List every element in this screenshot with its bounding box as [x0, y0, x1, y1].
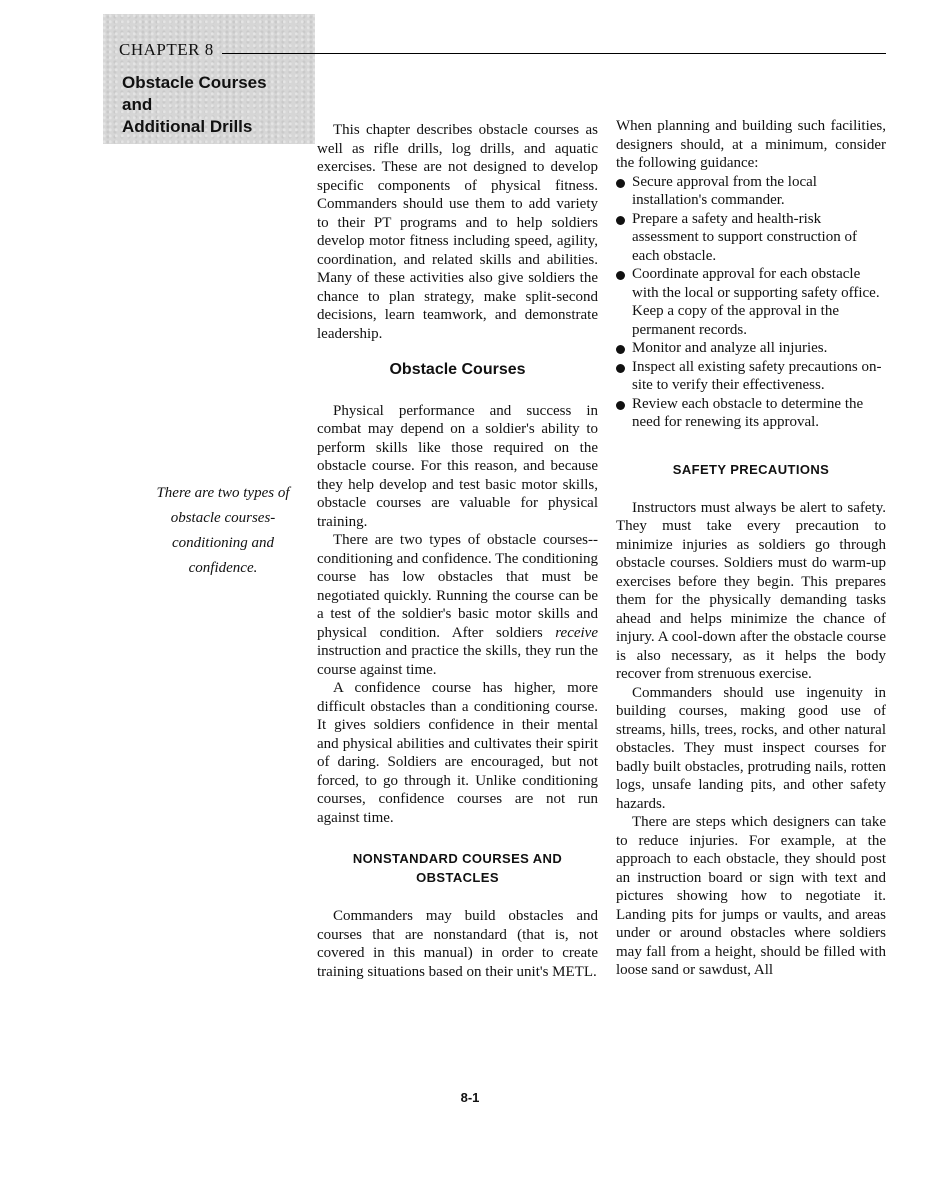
middle-column	[317, 121, 598, 981]
list-item	[616, 358, 886, 395]
paragraph: A confidence course has higher, more difficult obstacles than a conditioning course. It gives soldiers confidence in their mental and physical abilities and cultivates their spirit of daring. Soldiers are encouraged, but not forced, to go through it. Unlike conditioning courses, confidence courses are not run against time.	[317, 680, 598, 826]
paragraph: Instructors must always be alert to safety. They must take every precaution to minimize injuries as soldiers go through obstacle courses. Soldiers must do warm-up exercises before they begin. This prepares them for the physically demanding tasks ahead and helps minimize the chance of injury. A cool-down after the obstacle course is also necessary, as it helps the body recover from strenuous exercise.	[616, 499, 886, 682]
list-item-text: Secure approval from the local installation's commander.	[632, 173, 817, 208]
chapter-label: CHAPTER 8	[119, 40, 214, 59]
bullet-icon	[616, 179, 625, 188]
chapter-title-line: and	[122, 95, 153, 114]
list-item-text: Prepare a safety and health-risk assessment to support construction of each obstacle.	[632, 210, 857, 264]
subheading-line: NONSTANDARD COURSES AND	[352, 851, 563, 866]
list-item	[616, 210, 886, 266]
paragraph	[317, 531, 598, 679]
chapter-title-line: Additional Drills	[122, 117, 253, 136]
list-item-text: Coordinate approval for each obstacle with the local or supporting safety office. Keep a copy of the approval in the permanent records.	[632, 266, 880, 338]
paragraph: There are steps which designers can take to reduce injuries. For example, at the approach to each obstacle, they should post an instruction board or sign with text and pictures showing how to negotiate it. Landing pits for jumps or vaults, and areas under or around obstacles where soldiers may fall from a height, should be filled with loose sand or sawdust, All	[616, 814, 886, 978]
list-item-text: Inspect all existing safety precautions on-site to verify their effectiveness.	[632, 358, 882, 393]
italic-word: receive	[555, 624, 598, 641]
page-number: 8-1	[460, 1090, 480, 1105]
list-item	[616, 265, 886, 339]
intro-paragraph: This chapter describes obstacle courses as well as rifle drills, log drills, and aquatic exercises. These are not designed to develop specific components of physical fitness. Commanders should use them to add variety to their PT programs and to help soldiers develop motor fitness including speed, agility, coordination, and related skills and abilities. Many of these activities also give soldiers the chance to plan strategy, make split-second decisions, learn teamwork, and demonstrate leadership.	[317, 122, 598, 342]
subheading-line: OBSTACLES	[416, 870, 499, 885]
paragraph: Commanders should use ingenuity in building courses, making good use of streams, hills, trees, rocks, and other natural obstacles. They must inspect courses for badly built obstacles, protruding nails, rotten logs, unsafe landing pits, and other safety hazards.	[616, 684, 886, 812]
list-item-text: Monitor and analyze all injuries.	[632, 340, 828, 356]
chapter-title	[122, 72, 312, 138]
guidance-list	[616, 173, 886, 432]
subheading: SAFETY PRECAUTIONS	[672, 461, 830, 477]
paragraph-text: instruction and practice the skills, they run the course against time.	[317, 643, 598, 678]
bullet-icon	[616, 271, 625, 280]
list-item	[616, 173, 886, 210]
header-rule	[222, 53, 886, 54]
margin-note: There are two types of obstacle courses-conditioning and confidence.	[156, 485, 290, 576]
chapter-title-line: Obstacle Courses	[122, 73, 267, 92]
list-item	[616, 395, 886, 432]
bullet-icon	[616, 216, 625, 225]
right-column	[616, 117, 886, 980]
paragraph-text: There are two types of obstacle courses--conditioning and confidence. The conditioning course has low obstacles that must be negotiated quickly. Running the course can be a test of the soldier's basic motor skills and physical condition. After soldiers	[317, 532, 598, 641]
paragraph: Commanders may build obstacles and courses that are nonstandard (that is, not covered in this manual) in order to create training situations based on their unit's METL.	[317, 908, 598, 980]
list-item-text: Review each obstacle to determine the need for renewing its approval.	[632, 395, 864, 430]
bullet-icon	[616, 364, 625, 373]
section-heading: Obstacle Courses	[389, 361, 526, 378]
list-item	[616, 339, 886, 358]
bullet-icon	[616, 345, 625, 354]
paragraph: Physical performance and success in combat may depend on a soldier's ability to perform skills like those required on the obstacle course. For this reason, and because they help develop and test basic motor skills, obstacle courses are valuable for physical training.	[317, 402, 598, 530]
bullet-icon	[616, 401, 625, 410]
subheading	[317, 849, 598, 887]
guidance-intro: When planning and building such facilities, designers should, at a minimum, consider the following guidance:	[616, 118, 886, 171]
